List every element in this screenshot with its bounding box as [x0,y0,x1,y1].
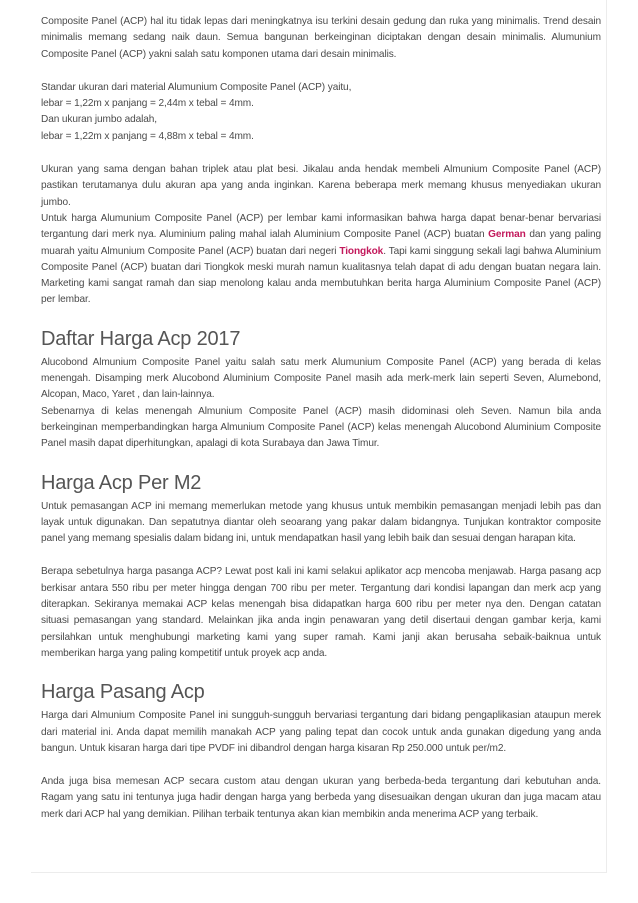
size-spec-paragraph [41,80,601,145]
document-page [31,0,607,873]
section3-paragraph-2: Anda juga bisa memesan ACP secara custom atau dengan ukuran yang berbeda-beda tergantung dari kebutuhan anda. Ragam yang satu ini tentunya juga hadir dengan harga yang berbeda yang disesuaikan dengan ukuran dan juga macam atau merk dari ACP hal yang demikian. Pilihan terbaik tentunya akan kian membikin anda menerima ACP yang terbaik. [41,776,601,820]
section3-paragraph-1: Harga dari Almunium Composite Panel ini sungguh-sungguh bervariasi tergantung dari bidang pengaplikasian ataupun merek dari material ini. Anda dapat memilih manakah ACP yang paling tepat dan cocok untuk anda gunakan digedung yang anda bangun. Untuk kisaran harga dari tipe PVDF ini dibandrol dengan harga kisaran Rp 250.000 untuk per/m2. [41,710,601,754]
price-text-b: dan yang paling muarah yaitu Almunium Composite Panel (ACP) buatan dari negeri [41,229,601,257]
heading-daftar-harga: Daftar Harga Acp 2017 [41,327,241,350]
size-line: Dan ukuran jumbo adalah, [41,114,157,126]
article-body [41,14,601,834]
section2-paragraph-2: Berapa sebetulnya harga pasanga ACP? Lewat post kali ini kami selakui aplikator acp mencoba menjawab. Harga pasang acp berkisar antara 550 ribu per meter hingga dengan 700 ribu per meter. Tergantung dari kondisi lapangan dan merk acp yang diterapkan. Sekiranya memakai ACP kelas menengah bisa didapatkan harga 600 ribu per meter nya den. Dengan catatan situasi pemasangan yang standard. Melainkan jika anda ingin penawaran yang detil disertaui dengan gambar kerja, kami persilahkan untuk menghubungi marketing kami yang super ramah. Kami janji akan berusaha sebaik-baiknua untuk memberikan harga yang paling kompetitif untuk proyek acp anda. [41,566,601,659]
price-paragraph [41,211,601,309]
price-text-c: . Tapi kami singgung sekali lagi bahwa Aluminium Composite Panel (ACP) buatan dari Tiongkok meski murah namun kualitasnya telah dapat di adu dengan buatan negara lain. Marketing kami sangat ramah dan siap menolong kalau anda membutuhkan berita harga Aluminium Composite Panel (ACP) per lembar. [41,245,601,306]
size-line: lebar = 1,22m x panjang = 4,88m x tebal = 4mm. [41,130,254,142]
keyword-link-tiongkok[interactable]: Tiongkok [339,245,384,257]
size-line: Standar ukuran dari material Alumunium Composite Panel (ACP) yaitu, [41,81,352,93]
intro-paragraph: Composite Panel (ACP) hal itu tidak lepas dari meningkatnya isu terkini desain gedung dan ruka yang minimalis. Trend desain minimalis memang sedang naik daun. Semua bangunan berkeinginan diciptakan dengan desain minimalis. Alumunium Composite Panel (ACP) yakni salah satu komponen utama dari desain minimalis. [41,16,601,60]
size-note-paragraph: Ukuran yang sama dengan bahan triplek atau plat besi. Jikalau anda hendak membeli Almunium Composite Panel (ACP) pastikan terutamanya dulu akuran apa yang anda inginkan. Karena beberapa merk memang khusus menyediakan ukuran jumbo. [41,164,601,208]
heading-harga-per-m2: Harga Acp Per M2 [41,471,202,494]
heading-harga-pasang: Harga Pasang Acp [41,681,205,704]
section1-paragraph-1: Alucobond Almunium Composite Panel yaitu salah satu merk Alumunium Composite Panel (ACP) yang berada di kelas menengah. Disamping merk Alucobond Aluminium Composite Panel masih ada merk-merk lain seperti Seven, Alumebond, Alcopan, Maco, Yaret , dan lain-lainnya. [41,356,601,401]
size-line: lebar = 1,22m x panjang = 2,44m x tebal = 4mm. [41,98,254,110]
section1-paragraph-2: Sebenarnya di kelas menengah Almunium Composite Panel (ACP) masih didominasi oleh Seven. Namun bila anda berkeinginan memperbandingkan harga Almunium Composite Panel (ACP) kelas menengah Alucobond Aluminium Composite Panel masih dapat diperhitungkan, apalagi di kota Surabaya dan Jawa Timur. [41,405,601,450]
price-text-a: Untuk harga Alumunium Composite Panel (ACP) per lembar kami informasikan bahwa harga dapat benar-benar bervariasi tergantung dari merk nya. Aluminium paling mahal ialah Aluminium Composite Panel (ACP) buatan [41,212,601,241]
section2-paragraph-1: Untuk pemasangan ACP ini memang memerlukan metode yang khusus untuk membikin pemasangan menjadi lebih pas dan layak untuk digunakan. Dan sepatutnya diantar oleh seoarang yang pakar dalam bidangnya. Tunjukan kontraktor composite panel yang memang spesialis dalam bidang ini, untuk mendapatkan hasil yang lebih baik dan sesuai dengan harapan kita. [41,500,601,545]
keyword-link-german[interactable]: German [488,229,526,241]
